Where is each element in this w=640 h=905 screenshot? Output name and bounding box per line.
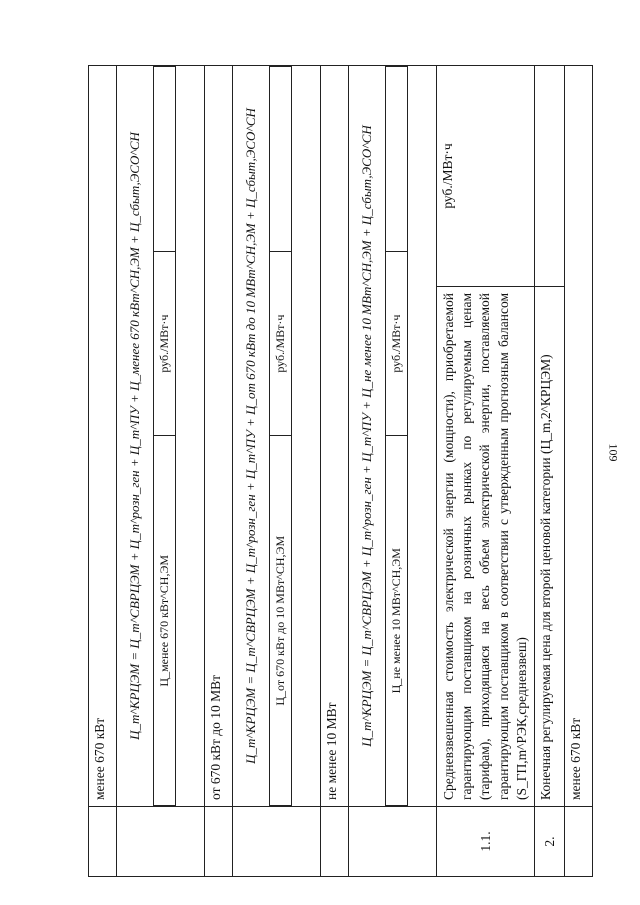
value-cell (270, 67, 292, 252)
row-text: не менее 10 МВт (321, 66, 349, 807)
price-cell: Ц_менее 670 кВт^СН,ЭМ (154, 436, 176, 806)
row-text: Конечная регулируемая цена для второй ценовой категории (Ц_m,2^КРЦЭМ) (535, 287, 565, 807)
formula-block (233, 66, 321, 807)
row-number (89, 807, 117, 877)
rotated-table-page (88, 66, 593, 877)
row-text: менее 670 кВт (565, 66, 593, 807)
unit-cell: руб./МВт·ч (386, 251, 408, 436)
formula: Ц_m^КРЦЭМ = Ц_m^СВРЦЭМ + Ц_m^розн_ген + Ц_m^ПУ + Ц_не менее 10 МВт^СН,ЭМ + Ц_сбыт,ЭСО^СН (359, 125, 374, 747)
unit-cell: руб./МВт·ч (270, 251, 292, 436)
unit-cell: руб./МВт·ч (437, 66, 535, 287)
formula: Ц_m^КРЦЭМ = Ц_m^СВРЦЭМ + Ц_m^розн_ген + Ц_m^ПУ + Ц_от 670 кВт до 10 МВт^СН,ЭМ + Ц_сбыт,ЭСО^СН (243, 108, 258, 764)
subtable (385, 66, 408, 806)
value-cell (154, 67, 176, 252)
value-cell (386, 67, 408, 252)
price-cell: Ц_не менее 10 МВт^СН,ЭМ (386, 436, 408, 806)
formula-block (349, 66, 437, 807)
tariff-table (88, 65, 593, 877)
page-number: 109 (606, 443, 621, 462)
subtable (269, 66, 292, 806)
row-text: Средневзвешенная стоимость электрической энергии (мощности), приобретаемой гарантирующим поставщиком на розничных рынках по регулируемым ценам (тарифам), приходящаяся на весь объем электрической энергии, поставляемой гарантирующим поставщиком в соответствии с утвержденным прогнозным балансом (S_ГП,m^РЭК,средневзвеш) (437, 287, 535, 807)
row-number: 1.1. (437, 807, 535, 877)
row-text: от 670 кВт до 10 МВт (205, 66, 233, 807)
formula-block (117, 66, 205, 807)
formula: Ц_m^КРЦЭМ = Ц_m^СВРЦЭМ + Ц_m^розн_ген + Ц_m^ПУ + Ц_менее 670 кВт^СН,ЭМ + Ц_сбыт,ЭСО^СН (127, 132, 142, 740)
subtable (153, 66, 176, 806)
price-cell: Ц_от 670 кВт до 10 МВт^СН,ЭМ (270, 436, 292, 806)
row-text: менее 670 кВт (89, 66, 117, 807)
row-number: 2. (535, 807, 565, 877)
unit-cell: руб./МВт·ч (154, 251, 176, 436)
